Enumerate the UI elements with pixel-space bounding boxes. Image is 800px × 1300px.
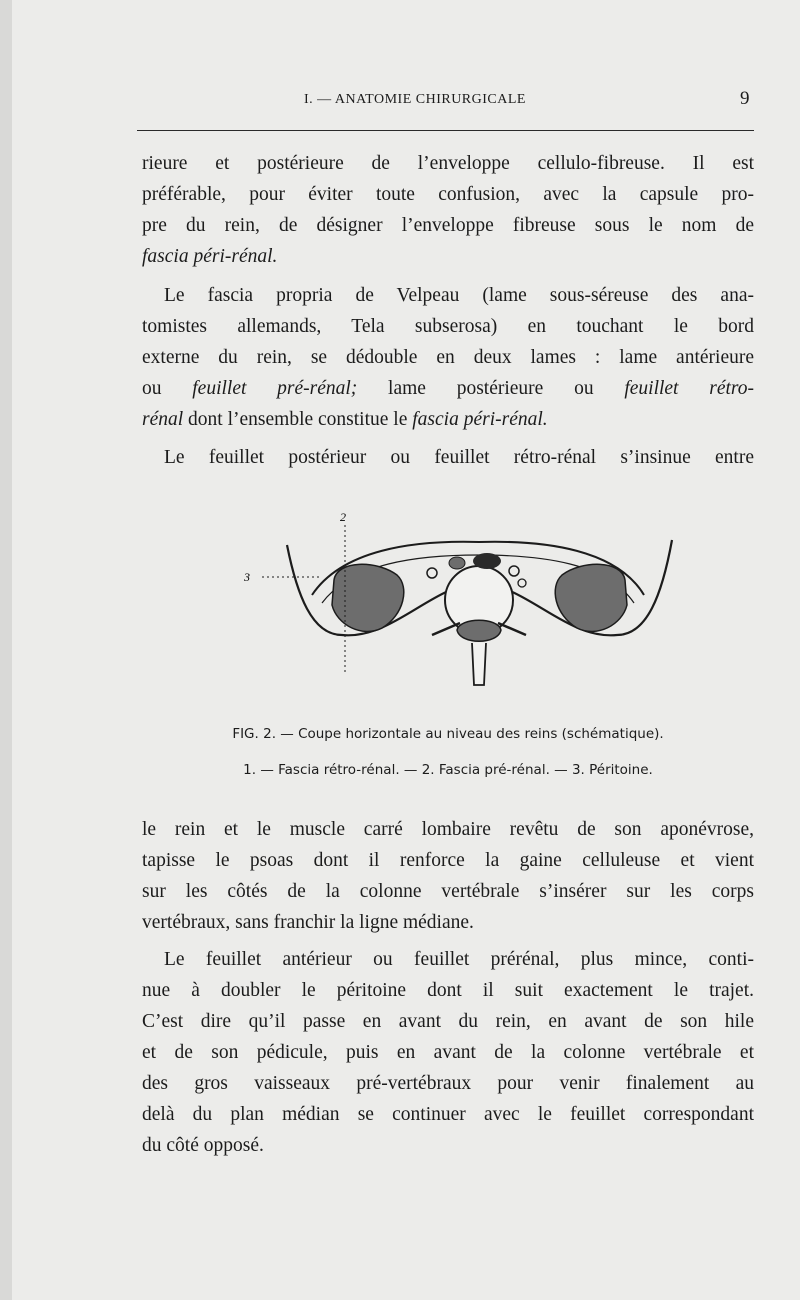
text-line: externe du rein, se dédouble en deux lames : lame antérieure (142, 347, 754, 368)
vessel (427, 568, 437, 578)
text-run: ou (142, 378, 193, 399)
text-line: sur les côtés de la colonne vertébrale s’insérer sur les corps (142, 881, 754, 902)
vessel (518, 579, 526, 587)
text-line: fascia péri-rénal. (142, 246, 278, 267)
text-line: des gros vaisseaux pré-vertébraux pour venir finalement au (142, 1073, 754, 1094)
text-line: nue à doubler le péritoine dont il suit exactement le trajet. (142, 980, 754, 1001)
text-line: du côté opposé. (142, 1135, 264, 1156)
text-line: delà du plan médian se continuer avec le feuillet correspondant (142, 1104, 754, 1125)
text-line: vertébraux, sans franchir la ligne médiane. (142, 912, 474, 933)
figure-caption (142, 726, 754, 742)
header-rule (137, 130, 754, 131)
spinous-process (472, 643, 486, 685)
italic-term: rénal (142, 409, 184, 430)
figure-number: FIG. 2. (232, 726, 276, 742)
text-line: tomistes allemands, Tela subserosa) en touchant le bord (142, 316, 754, 337)
paragraph-2 (142, 280, 754, 435)
italic-term: feuillet pré-rénal; (192, 378, 358, 399)
paragraph-4 (142, 944, 754, 1161)
vena-cava (449, 557, 465, 569)
text-line: pre du rein, de désigner l’enveloppe fibreuse sous le nom de (142, 215, 754, 236)
italic-term: fascia péri-rénal. (412, 409, 548, 430)
figure-label-2: 2 (340, 510, 346, 524)
figure-label-3: 3 (244, 570, 250, 584)
vessel (509, 566, 519, 576)
aorta (473, 553, 501, 569)
text-line: rieure et postérieure de l’enveloppe cellulo-fibreuse. Il est (142, 153, 754, 174)
paragraph-1 (142, 148, 754, 272)
text-run: dont l’ensemble constitue le (183, 409, 413, 430)
spinal-canal (457, 620, 501, 641)
text-line: le rein et le muscle carré lombaire revêtu de son aponévrose, (142, 819, 754, 840)
text-line (142, 404, 754, 435)
paragraph-3-continued (142, 814, 754, 938)
text-line: Le fascia propria de Velpeau (lame sous-séreuse des ana- (164, 285, 754, 306)
running-head: I. — ANATOMIE CHIRURGICALE (304, 92, 526, 107)
page-number: 9 (740, 88, 750, 109)
text-line: Le feuillet postérieur ou feuillet rétro-rénal s’insinue entre (164, 447, 754, 468)
figure-title: — Coupe horizontale au niveau des reins (schématique). (275, 726, 664, 742)
text-line: Le feuillet antérieur ou feuillet prérénal, plus mince, conti- (164, 949, 754, 970)
book-page (12, 0, 800, 1300)
text-line (142, 373, 754, 404)
text-line: préférable, pour éviter toute confusion, avec la capsule pro- (142, 184, 754, 205)
figure-kidney-section (244, 505, 677, 695)
text-run: lame postérieure ou (357, 378, 625, 399)
figure-legend: 1. — Fascia rétro-rénal. — 2. Fascia pré-rénal. — 3. Péritoine. (243, 762, 653, 778)
text-line: et de son pédicule, puis en avant de la colonne vertébrale et (142, 1042, 754, 1063)
italic-term: feuillet rétro- (624, 378, 754, 399)
paragraph-3-start (142, 442, 754, 473)
text-line: tapisse le psoas dont il renforce la gaine celluleuse et vient (142, 850, 754, 871)
text-line: C’est dire qu’il passe en avant du rein, en avant de son hile (142, 1011, 754, 1032)
